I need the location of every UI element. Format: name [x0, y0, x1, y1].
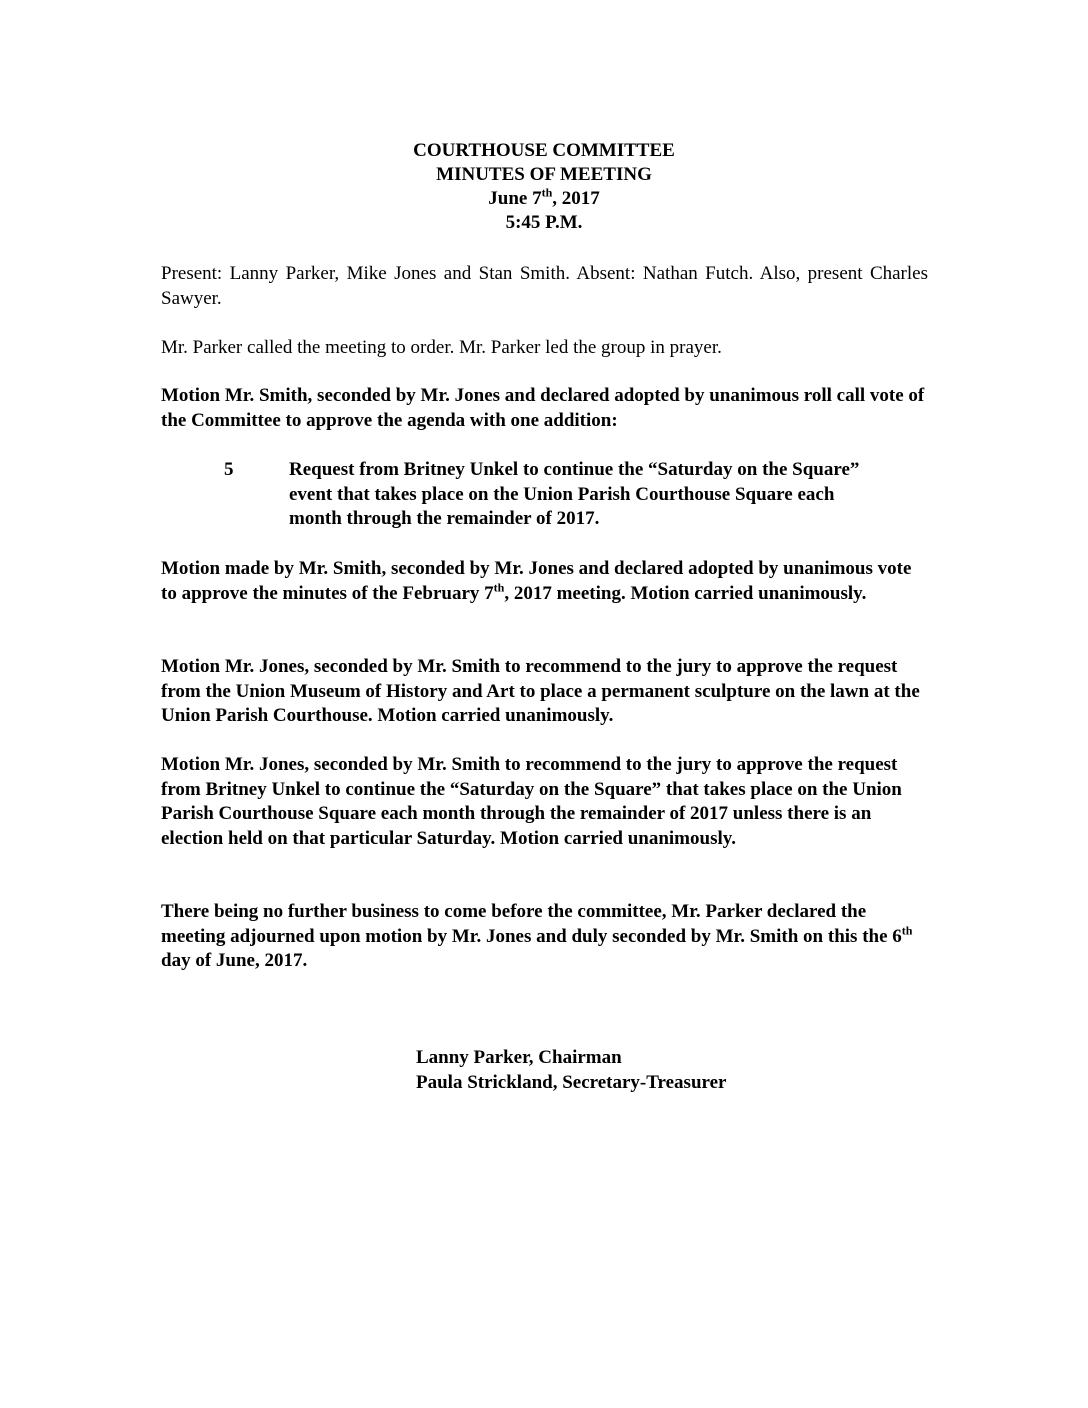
- adjournment-text: There being no further business to come before the committee, Mr. Parker declared the meeting adjourned upon motion by Mr. Jones and duly seconded by Mr. Smith on this the 6: [161, 901, 902, 947]
- attendance-paragraph: Present: Lanny Parker, Mike Jones and Stan Smith. Absent: Nathan Futch. Also, present Charles Sawyer.: [161, 263, 928, 309]
- agenda-item-text: Request from Britney Unkel to continue the “Saturday on the Square” event that takes place on the Union Parish Courthouse Square each month through the remainder of 2017.: [289, 459, 860, 529]
- meeting-date-text: June 7: [488, 188, 542, 209]
- meeting-date-year: , 2017: [552, 188, 600, 209]
- call-to-order-paragraph: Mr. Parker called the meeting to order. Mr. Parker led the group in prayer.: [161, 337, 722, 358]
- signature-chairman: Lanny Parker, Chairman: [416, 1047, 622, 1068]
- motion-agenda-paragraph: Motion Mr. Smith, seconded by Mr. Jones and declared adopted by unanimous roll call vote of the Committee to approve the agenda with one addition:: [161, 385, 925, 431]
- adjournment-text-end: day of June, 2017.: [161, 950, 308, 971]
- motion-sculpture-paragraph: Motion Mr. Jones, seconded by Mr. Smith to recommend to the jury to approve the request from the Union Museum of History and Art to place a permanent sculpture on the lawn at the Union Parish Courthouse. Motion carried unanimously.: [161, 656, 920, 726]
- adjournment-paragraph: [161, 900, 928, 974]
- document-header: [0, 139, 1088, 235]
- motion-minutes-text-end: , 2017 meeting. Motion carried unanimously.: [504, 582, 867, 604]
- header-subtitle: MINUTES OF MEETING: [436, 164, 652, 185]
- motion-minutes-paragraph: [161, 557, 928, 606]
- motion-minutes-suffix: th: [493, 580, 505, 595]
- motion-minutes-text: Motion made by Mr. Smith, seconded by Mr. Jones and declared adopted by unanimous vote to approve the minutes of the February 7: [161, 558, 912, 604]
- meeting-date-suffix: th: [541, 185, 553, 200]
- motion-square-paragraph: Motion Mr. Jones, seconded by Mr. Smith to recommend to the jury to approve the request from Britney Unkel to continue the “Saturday on the Square” that takes place on the Union Parish Courthouse Square each month through the remainder of 2017 unless there is an election held on that particular Saturday. Motion carried unanimously.: [161, 754, 902, 849]
- meeting-time: 5:45 P.M.: [505, 212, 583, 233]
- header-title: COURTHOUSE COMMITTEE: [413, 140, 675, 161]
- adjournment-suffix: th: [901, 923, 913, 938]
- meeting-date: [0, 187, 1088, 211]
- signature-secretary: Paula Strickland, Secretary-Treasurer: [416, 1072, 727, 1093]
- agenda-item-number: 5: [224, 459, 234, 480]
